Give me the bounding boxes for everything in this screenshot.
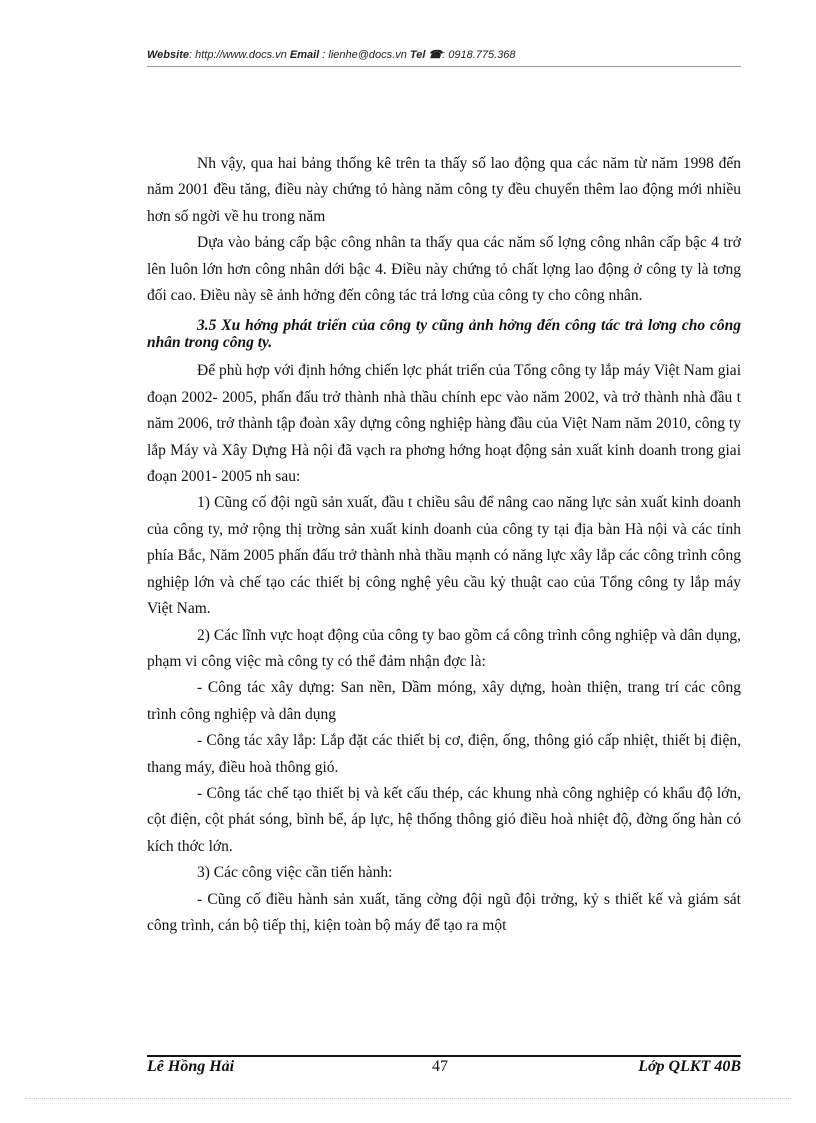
paragraph-4: 1) Cũng cố đội ngũ sản xuất, đầu t chiều sâu để nâng cao năng lực sản xuất kinh doanh của công ty, mở rộng thị trờng sản xuất kinh doanh của công ty tại địa bàn Hà nội và các tỉnh phía Bắc, Năm 2005 phấn đấu trở thành nhà thầu mạnh có năng lực xây lắp các công trình công nghiệp lớn và chế tạo các thiết bị công nghệ yêu cầu kỷ thuật cao của Tổng công ty lắp máy Việt Nam. (147, 494, 741, 618)
paragraph-7: - Công tác xây lắp: Lắp đặt các thiết bị cơ, điện, ống, thông gió cấp nhiệt, thiết bị điện, thang máy, điều hoà thông gió. (147, 732, 741, 776)
footer-divider (147, 1055, 741, 1057)
paragraph-8: - Công tác chế tạo thiết bị và kết cấu thép, các khung nhà công nghiệp có khẩu độ lớn, cột điện, cột phát sóng, bình bể, áp lực, hệ thống thông gió điều hoà nhiệt độ, đờng ống hàn có kích thớc lớn. (147, 784, 741, 855)
page-bottom-border (25, 1098, 791, 1099)
paragraph-1: Nh vậy, qua hai bảng thống kê trên ta thấy số lao động qua các năm từ năm 1998 đến năm 2001 đều tăng, điều này chứng tỏ hàng năm công ty đều chuyển thêm lao động mới nhiều hơn số ngời về hu trong năm (147, 155, 741, 225)
paragraph-9: 3) Các công việc cần tiến hành: (197, 864, 393, 882)
page-number: 47 (432, 1058, 448, 1075)
page-header (147, 48, 516, 61)
paragraph-2: Dựa vào bảng cấp bậc công nhân ta thấy qua các năm số lợng công nhân cấp bậc 4 trở lên luôn lớn hơn công nhân dới bậc 4. Điều này chứng tỏ chất lợng lao động ở công ty là tơng đối cao. Điều này sẽ ảnh hởng đến công tác trả lơng của công ty cho công nhân. (147, 234, 741, 305)
tel-value: : 0918.775.368 (442, 49, 516, 61)
section-heading: 3.5 Xu hớng phát triển của công ty cũng ảnh hởng đến công tác trả lơng cho công nhân trong công ty. (147, 317, 741, 352)
header-divider (147, 66, 741, 67)
paragraph-10: - Cũng cố điều hành sản xuất, tăng cờng đội ngũ đội trởng, kỷ s thiết kế và giám sát công trình, cán bộ tiếp thị, kiện toàn bộ máy để tạo ra một (147, 890, 741, 934)
email-label: Email (289, 49, 320, 61)
website-label: Website (147, 49, 189, 61)
paragraph-3: Để phù hợp với định hớng chiến lợc phát triển của Tổng công ty lắp máy Việt Nam giai đoạn 2002- 2005, phấn đấu trở thành nhà thầu chính epc vào năm 2002, và trở thành nhà đầu t năm 2006, trở thành tập đoàn xây dựng công nghiệp hàng đầu của Việt Nam năm 2010, công ty lắp Máy và Xây Dựng Hà nội đã vạch ra phơng hớng hoạt động sản xuất kinh doanh trong giai đoạn 2001- 2005 nh sau: (147, 362, 741, 486)
document-body (147, 151, 741, 939)
paragraph-5: 2) Các lĩnh vực hoạt động của công ty bao gồm cá công trình công nghiệp và dân dụng, phạm vi công việc mà công ty có thể đảm nhận đợc là: (147, 626, 741, 670)
footer-class: Lớp QLKT 40B (638, 1058, 741, 1075)
footer-author: Lê Hồng Hải (147, 1058, 235, 1075)
page-footer (147, 1058, 741, 1078)
website-value[interactable]: : http://www.docs.vn (188, 49, 290, 61)
tel-label: Tel ☎ (409, 49, 443, 61)
email-value[interactable]: : lienhe@docs.vn (319, 49, 410, 61)
paragraph-6: - Công tác xây dựng: San nền, Dầm móng, xây dựng, hoàn thiện, trang trí các công trình công nghiệp và dân dụng (147, 679, 741, 723)
